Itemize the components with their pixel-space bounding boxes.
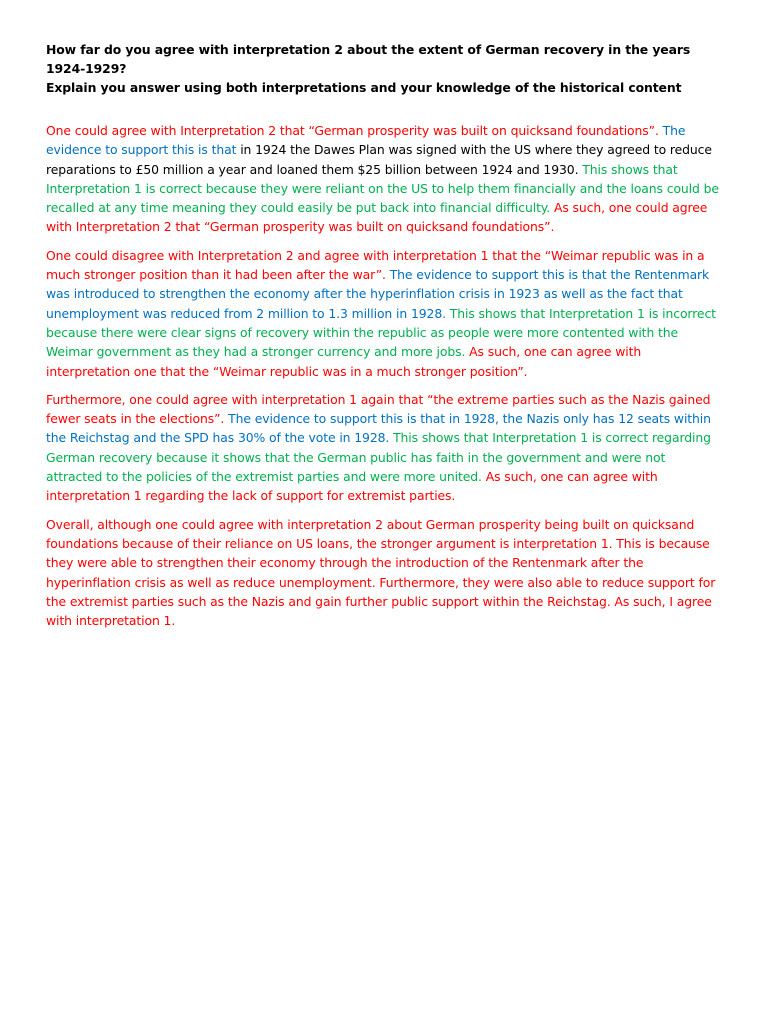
paragraph-4 (46, 515, 724, 631)
document-page (46, 40, 724, 639)
paragraph-1-evidence-intro: The evidence to support this is that (46, 123, 686, 158)
paragraph-3-point: Furthermore, one could agree with interpretation 1 again that “the extreme parties such as the Nazis gained fewer seats in the elections”. (46, 391, 711, 427)
question-heading (46, 40, 724, 97)
paragraph-1-evidence: in 1924 the Dawes Plan was signed with the US where they agreed to reduce reparations to £50 million a year and loaned them $25 billion between 1924 and 1930. (46, 142, 712, 177)
paragraph-3-explanation: This shows that Interpretation 1 is correct regarding German recovery because it shows that the German public has faith in the government and were not attracted to the policies of the extremist parties and were more united. (46, 430, 711, 485)
paragraph-1-point: One could agree with Interpretation 2 that “German prosperity was built on quicksand foundations”. (46, 123, 663, 138)
paragraph-1 (46, 121, 724, 237)
paragraph-3-evidence: The evidence to support this is that in 1928, the Nazis only has 12 seats within the Reichstag and the SPD has 30% of the vote in 1928. (46, 411, 711, 446)
paragraph-2-conclusion: As such, one can agree with interpretation one that the “Weimar republic was in a much stronger position”. (46, 344, 642, 379)
paragraph-3-conclusion: As such, one can agree with interpretation 1 regarding the lack of support for extremist parties. (46, 469, 658, 504)
paragraph-2-point: One could disagree with Interpretation 2 and agree with interpretation 1 that the “Weimar republic was in a much stronger position than it had been after the war”. (46, 247, 705, 283)
paragraph-1-explanation: This shows that Interpretation 1 is correct because they were reliant on the US to help them financially and the loans could be recalled at any time meaning they could easily be put back into financial difficulty. (46, 161, 719, 216)
paragraph-4-conclusion: Overall, although one could agree with interpretation 2 about German prosperity being built on quicksand foundations because of their reliance on US loans, the stronger argument is interpretation 1. This is because they were able to strengthen their economy through the introduction of the Rentenmark after the hyperinflation crisis as well as reduce unemployment. Furthermore, they were also able to reduce support for the extremist parties such as the Nazis and gain further public support within the Reichstag. As such, I agree with interpretation 1. (46, 516, 716, 629)
paragraph-2-evidence: The evidence to support this is that the Rentenmark was introduced to strengthen the economy after the hyperinflation crisis in 1923 as well as the fact that unemployment was reduced from 2 million to 1.3 million in 1928. (46, 267, 710, 321)
question-line-2: Explain you answer using both interpretations and your knowledge of the historical content (46, 80, 682, 95)
paragraph-2-explanation: This shows that Interpretation 1 is incorrect because there were clear signs of recovery within the republic as people were more contented with the Weimar government as they had a stronger currency and more jobs. (46, 305, 716, 360)
paragraph-3 (46, 390, 724, 506)
paragraph-2 (46, 246, 724, 381)
paragraph-1-conclusion: As such, one could agree with Interpretation 2 that “German prosperity was built on quicksand foundations”. (46, 200, 708, 235)
question-line-1: How far do you agree with interpretation 2 about the extent of German recovery in the years 1924-1929? (46, 42, 691, 76)
